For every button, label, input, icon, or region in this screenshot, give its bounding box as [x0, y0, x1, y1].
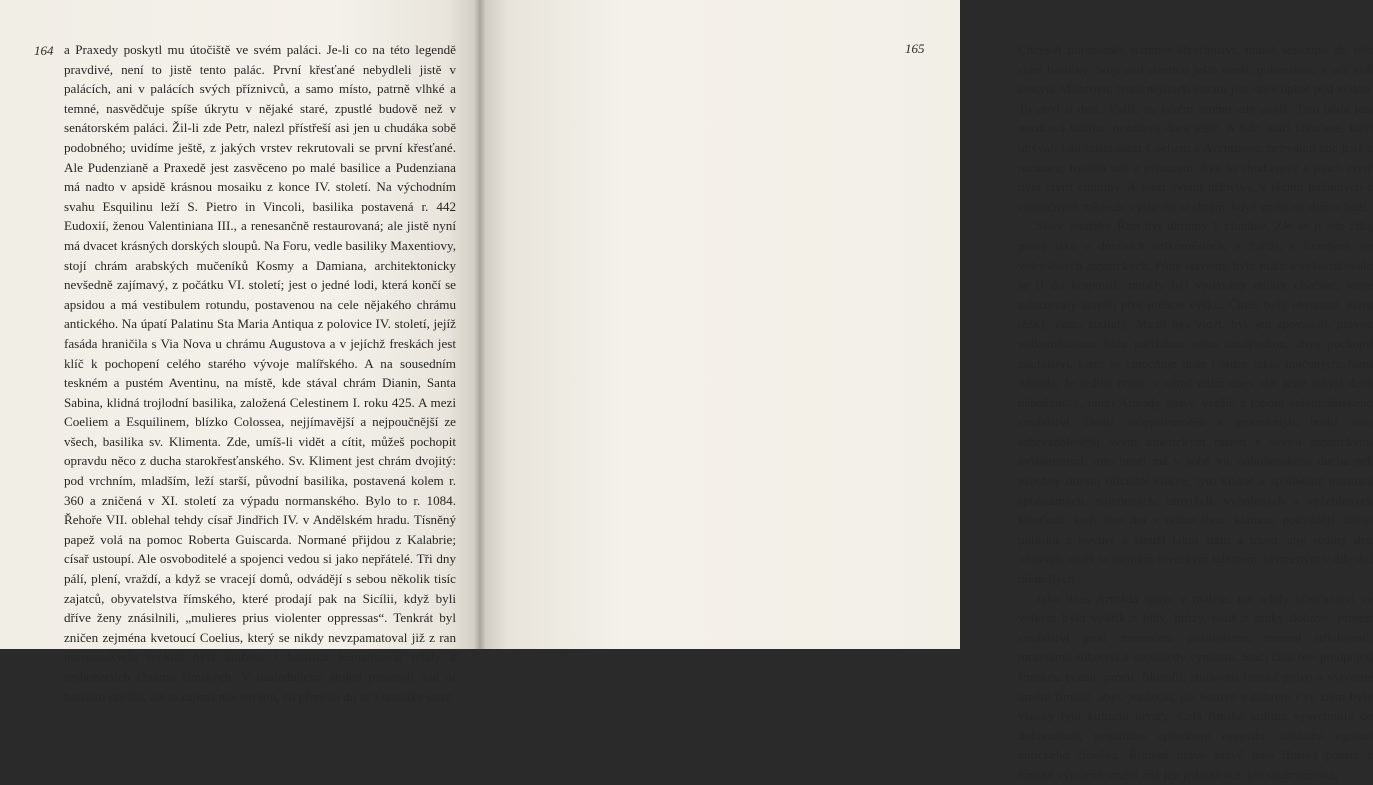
book-gutter — [474, 0, 486, 649]
right-page-number: 165 — [905, 41, 925, 56]
right-page-text — [1018, 40, 1373, 785]
paragraph: Starý císařský Řím byl ukrutný k chudině. Zle se jí zde žilo, právě jako v dnešních velkoměstech, v Paříži, v Londýně, ve veleměstech amerických. Půdy stavební bylo málo a vykořisťovalo se jí do krajnosti: musily být vydávány edikty císařské, které zakazovaly stavěti přes určitou výšku. Činže byly ohromné, život těžký, často zoufalý. Musil bys vidět, byť jen zpovzdálí, pravou velkoměstskou bídu pařížskou nebo londýnskou, abys pochopil zoufalství, které se zmocňuje duše i srdce takto mučených. Není náhoda, že jediné hnutí, v němž cítím dnes vlát ještě jakýsi dech náboženský, hnutí Armády spásy, vzešlo z tohoto velkoměstského zoufalství. Budiž sebepitvornější a groteskníjší, budiž nám sebevzdálenější svým americkým rázem a svými americkými zvláštnostmi, toto hnutí má v sobě víc náboženského ducha než všechny dnešní oficiální církve, tyto klidné a spořádané instituce spořádaných, najedených, umytých, vyholených a vyžehlených křesťanů, kteří šest dní v týdnu lhou, klamou, podvádějí, dělají politiku a noviny a slouží takto státu a trůnu, aby sedmý den věnovali oltáři se stejným hereckým talentem, utvrzeným v díle dní předešlých. — [1018, 218, 1373, 587]
right-page — [480, 0, 1373, 782]
paragraph: a Praxedy poskytl mu útočiště ve svém paláci. Je-li co na této legendě pravdivé, není to jistě tento palác. První křesťané nebydleli jistě v palácích, ani v palácích svých příznivců, a samo místo, patrně vlhké a temné, nasvědčuje spíše úkrytu v nějaké staré, zpustlé budově než v senátorském paláci. Žil-li zde Petr, nalezl přístřeší asi jen u chudáka sobě podobného; uvidíme ještě, z jakých vrstev rekrutovali se první křesťané. Ale Pudenzianě a Praxedě jest zasvěceno po malé basilice a Pudenziana má nadto v apsidě krásnou mosaiku z konce IV. století. Na východním svahu Esquilinu leží S. Pietro in Vincoli, basilika postavená r. 442 Eudoxií, ženou Valentiniana III., a renesančně restaurovaná; ale jistě nyní má dvacet krásných dorských sloupů. Na Foru, vedle basiliky Maxentiovy, stojí chrám arabských mučeníků Kosmy a Damiana, architektonicky nevšedně zajímavý, z počátku VI. století; jest o jedné lodi, která končí se apsidou a má vestibulem rotundu, postavenou na cele nějakého chrámu antického. Na úpatí Palatinu Sta Maria Antiqua z polovice IV. století, jejíž fasáda hraničila s Via Nova u chrámu Augustova a v jejíchž freskách jest klíč k pochopení celého starého vývoje malířského. A na sousedním teskném a pustém Aventinu, na místě, kde stával chrám Dianin, Santa Sabina, klidná trojlodní basilika, založená Celestinem I. roku 425. A mezi Coeliem a Esquilinem, blízko Colossea, nejjímavější a nejpoučnější ze všech, basilika sv. Klimenta. Zde, umíš-li vidět a cítit, můžeš pochopit opravdu něco z ducha starokřesťanského. Sv. Kliment jest chrám dvojitý: pod vrchním, mladším, leží starší, původní basilika, postavená kolem r. 360 a zničená v XI. století za výpadu normanského. Bylo to r. 1084. Řehoře VII. oblehal tehdy císař Jindřich IV. v Andělském hradu. Tísněný papež volá na pomoc Roberta Guiscarda. Normané přijdou z Kalabrie; císař ustoupí. Ale osvoboditelé a spojenci vedou si jako nepřátelé. Tři dny pálí, plení, vraždí, a když se vracejí domů, odvádějí s sebou několik tisíc zajatců, obyvatelstva římského, které prodají pak na Sicílii, když byli dříve ženy znásilnili, „mulieres prius violenter oppressas“. Tenkrát byl zničen zejména kvetoucí Coelius, který se nikdy nevzpamatoval již z ran normanských; tenkrát byla zničena i basilika Klimentova, tehdy z nejbohatších chrámů římských. V následujícím století postavili nad ní basiliku dnešní, ale ta zajímá nás jen tím, co přenesli do ní z basiliky staré. — [64, 42, 456, 704]
left-page-number: 164 — [34, 43, 54, 58]
left-page-text — [64, 40, 456, 706]
left-page — [0, 0, 480, 704]
paragraph: Chceš-li porozumět starému křesťanství, musíš sestoupit do této staré basiliky. Stojí nad stavbou ještě starší, pohanskou, v níž vidí svatyni Mithrovu; tento nejstarší chrám jest dnes úplně pod vodou. To poví ti dost. Vidíš, na jakém terénu zde stojíš. Tato půda jest nezdravá bažina, nezdravá dnes ještě. A lidé, staří křesťané, kteří obývali tato místa mezi Coeliem a Aventinem, nebydleli zde jistě z rozmaru; bydleli zde z přinucení: byli to chuďasové a jejich čtvrť byla čtvrtí chudiny. A mezi svými příbytky, v těchto bažinných a zimničných místech, vystavěli si chrám, když směli na slunce boží. — [1018, 42, 1373, 214]
paragraph: Jako dnes Armáda spásy v malém, tak tehdy křesťanství ve velkém bylo výkřik z bídy, hrůzy, tísně a muky dobové, protest zoufalství proti mravnímu positivismu, mravní střízlivosti, mravnímu sobectví a naposledy cynismu. Stačí čísti bez předpojetí římskou poesii, prózu, filosofii, studovati římské právo a výtvarné umění římské, abys pochopil, jak hotové v dobrém i ve zlém byly všecky tyto kulturní útvary. Celá římská kultura vyvrcholila do dokonalosti, geniálním způsobem opravdu, základní egoism antického člověka. Římské právo právě jako římská poesie a římské výtvarné umění zná jen jednotlivce, jen soukromníka, — [1018, 590, 1373, 782]
